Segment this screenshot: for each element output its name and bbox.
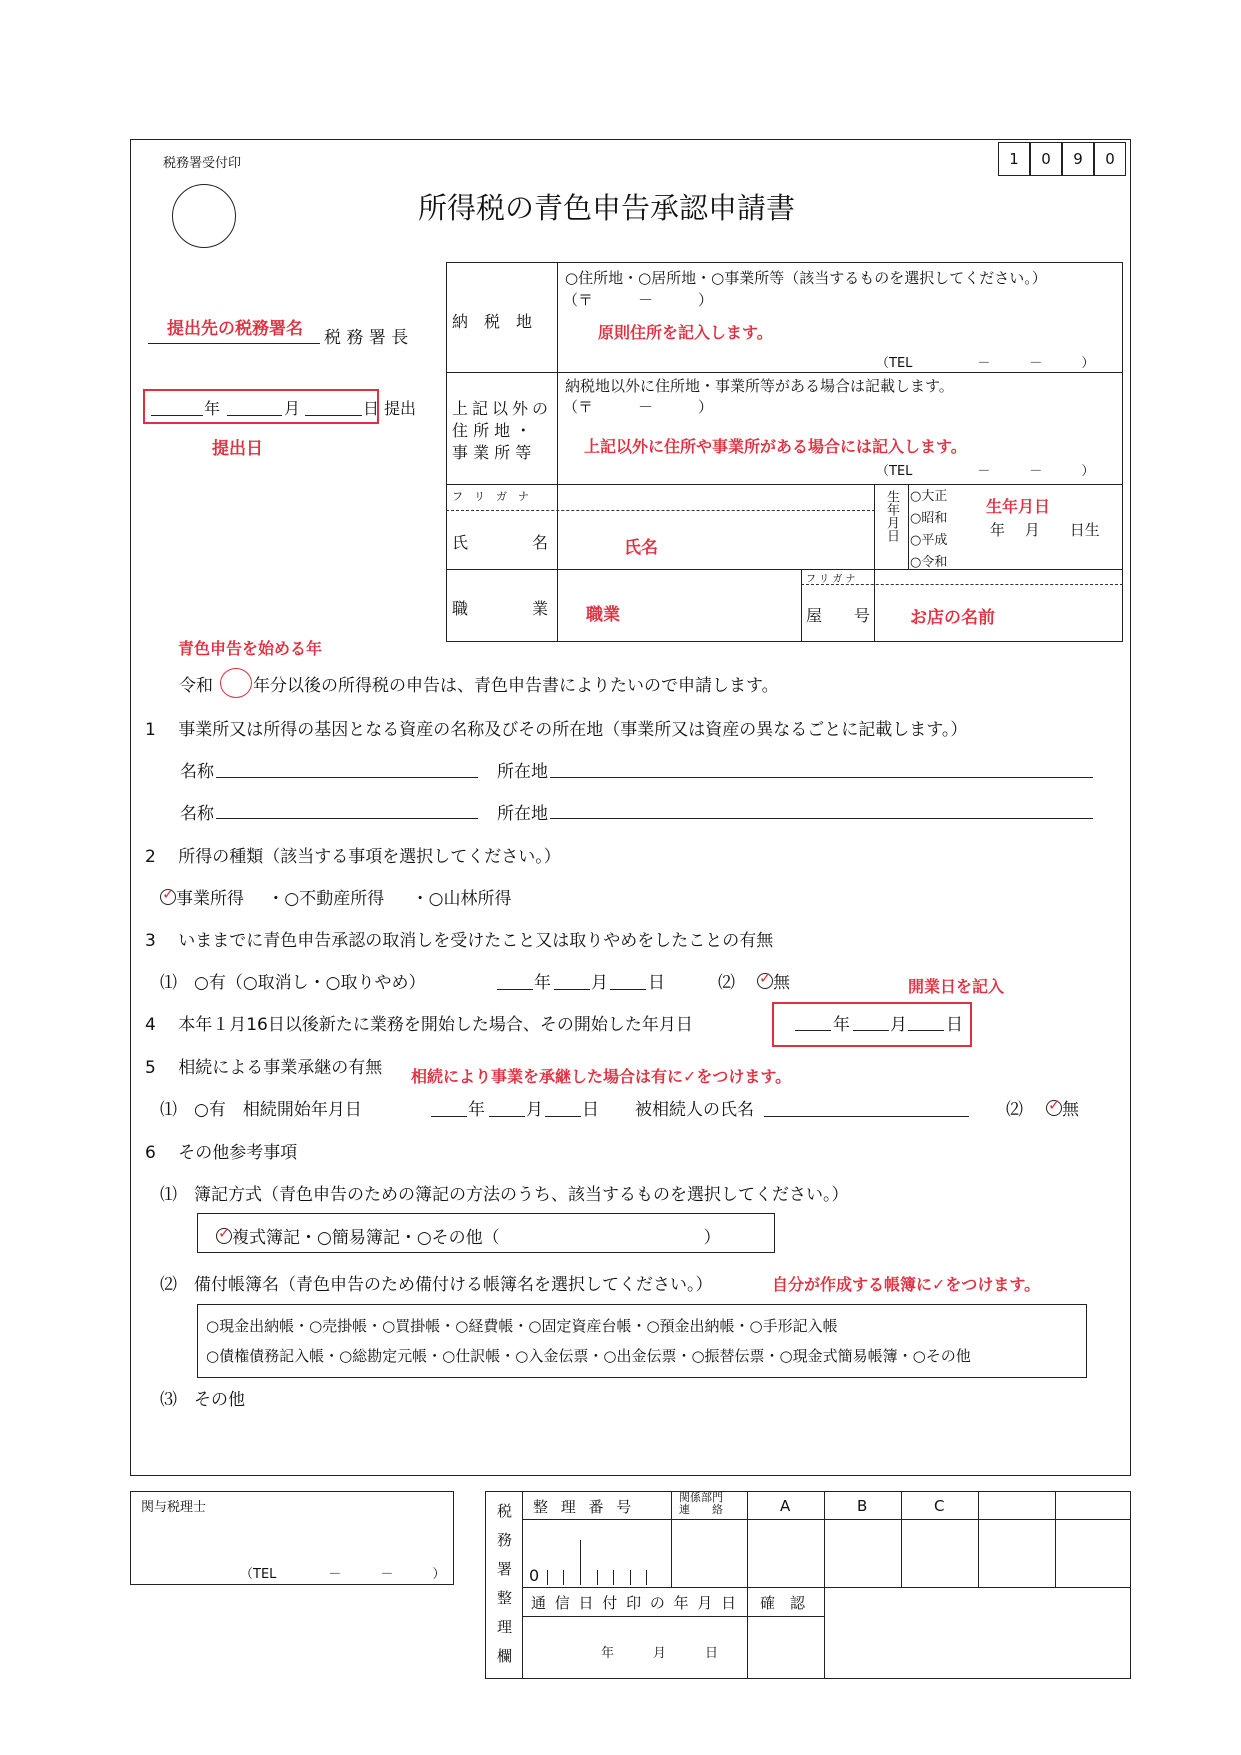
serial-tick (597, 1570, 598, 1585)
kankei-label (679, 1492, 723, 1516)
kakunin-label: 確 認 (760, 1594, 806, 1612)
section1-location-line (550, 777, 1093, 778)
office-column-label: 税務署整理欄 (495, 1503, 513, 1677)
submit-year-line (151, 415, 203, 416)
section2-options (160, 884, 512, 909)
income-type-business: 事業所得 (176, 889, 244, 909)
birth-hint: 生年月日 (986, 497, 1051, 516)
start-year-era: 令和 (179, 676, 213, 696)
section3-item2: ⑵ (718, 973, 735, 993)
row-divider (446, 484, 1123, 485)
section5-heading: 5 相続による事業承継の有無 (145, 1058, 383, 1078)
other-address-label-line: 事 業 所 等 (452, 443, 532, 462)
serial-tick (613, 1570, 614, 1585)
tax-accountant-label: 関与税理士 (141, 1500, 207, 1515)
income-type-realestate[interactable]: ・○不動産所得 (267, 889, 385, 909)
other-address-note: 納税地以外に住所地・事業所等がある場合は記載します。 (565, 377, 954, 395)
section4-year-label: 年 (833, 1015, 850, 1035)
section3-year-label: 年 (534, 973, 551, 993)
form-number-digit: 9 (1062, 142, 1094, 176)
label-column-divider (557, 262, 558, 642)
start-year-circle (220, 668, 252, 698)
submit-day-line (305, 415, 362, 416)
col-a-label: A (780, 1497, 791, 1515)
section6-sub2: ⑵ 備付帳簿名（青色申告のため備付ける帳簿名を選択してください。） (160, 1275, 713, 1295)
section5-month-label: 月 (526, 1100, 543, 1120)
row-divider (446, 372, 1123, 373)
hint-date: 提出日 (212, 439, 263, 459)
section5-item2: ⑵ (1006, 1100, 1023, 1120)
books-line2[interactable]: ○債権債務記入帳・○総勘定元帳・○仕訳帳・○入金伝票・○出金伝票・○振替伝票・○現金式簡易帳簿・○その他 (206, 1347, 971, 1365)
section1-name-line (216, 777, 478, 778)
section5-hint: 相続により事業を承継した場合は有に✓をつけます。 (411, 1067, 792, 1086)
serial-tick (563, 1570, 564, 1585)
birth-column-divider (908, 484, 909, 569)
office-table-col (824, 1587, 825, 1679)
section4-month-label: 月 (890, 1015, 907, 1035)
bookkeeping-options (216, 1223, 721, 1248)
checked-circle-icon[interactable]: ✓ (1048, 1096, 1061, 1114)
stamp-label: 税務署受付印 (163, 156, 242, 171)
section5-day-line (545, 1116, 581, 1117)
era-option: ○平成 (910, 533, 948, 548)
nozeichi-option: ○住所地・○居所地・○事業所等（該当するものを選択してください。） (565, 269, 1047, 287)
era-option: ○令和 (910, 555, 948, 570)
office-table-row (522, 1587, 1131, 1588)
furigana-label: フ リ ガ ナ (452, 490, 529, 503)
other-address-label (452, 398, 552, 464)
shop-column-divider (874, 569, 875, 642)
nozeichi-postal: （〒 － ） (563, 291, 714, 309)
name-label: 氏 名 (452, 533, 549, 552)
section1-name-label: 名称 (180, 804, 214, 824)
section2-heading: 2 所得の種類（該当する事項を選択してください。） (145, 847, 561, 867)
section5-month-line (489, 1116, 525, 1117)
section3-month-line (554, 989, 590, 990)
serial-zero: 0 (529, 1566, 540, 1585)
other-address-tel: （TEL － － ） (876, 464, 1095, 479)
shop-furigana-label: フ リ ガ ナ (806, 574, 856, 585)
office-table-col (671, 1491, 672, 1587)
office-table-row (522, 1519, 1131, 1520)
nozeichi-tel: （TEL － － ） (876, 356, 1095, 371)
birth-date: 年 月 日生 (990, 521, 1100, 539)
form-number-digit: 0 (1030, 142, 1062, 176)
submit-month-line (227, 415, 282, 416)
section1-name-line (216, 818, 478, 819)
shop-column-divider (801, 569, 802, 642)
birth-column-divider (874, 484, 875, 569)
era-option: ○大正 (910, 489, 948, 504)
form-number-digit: 0 (1094, 142, 1126, 176)
submit-day-label: 日 (363, 399, 380, 418)
section3-heading: 3 いままでに青色申告承認の取消しを受けたこと又は取りやめをしたことの有無 (145, 931, 774, 951)
bookkeeping-other-options[interactable]: ・○簡易簿記・○その他（ ） (300, 1228, 721, 1248)
office-table-col (978, 1491, 979, 1587)
office-table-col (1055, 1491, 1056, 1587)
section3-none-label: 無 (773, 973, 790, 993)
tsushin-label: 通 信 日 付 印 の 年 月 日 (531, 1594, 739, 1612)
office-suffix: 税 務 署 長 (324, 328, 409, 348)
section6-sub2-hint: 自分が作成する帳簿に✓をつけます。 (772, 1275, 1041, 1294)
income-type-forestry[interactable]: ・○山林所得 (411, 889, 512, 909)
section4-date-box (772, 1002, 972, 1047)
submit-month-label: 月 (284, 399, 301, 418)
nozeichi-hint: 原則住所を記入します。 (598, 323, 773, 342)
era-option: ○昭和 (910, 511, 948, 526)
other-address-hint: 上記以外に住所や事業所がある場合には記入します。 (584, 437, 967, 456)
other-address-postal: （〒 － ） (563, 398, 714, 416)
office-table-col (901, 1491, 902, 1587)
section4-heading: 4 本年１月16日以後新たに業務を開始した場合、その開始した年月日 (145, 1015, 693, 1035)
stamp-circle (172, 184, 236, 248)
job-label: 職 業 (452, 599, 549, 618)
section4-month-line (853, 1030, 889, 1031)
col-b-label: B (857, 1497, 868, 1515)
office-table-col (824, 1491, 825, 1587)
bookkeeping-double-entry: 複式簿記 (232, 1228, 300, 1248)
section4-day-label: 日 (946, 1015, 963, 1035)
section5-item1: ⑴ ○有 相続開始年月日 (160, 1100, 362, 1120)
section3-item1: ⑴ ○有（○取消し・○取りやめ） (160, 973, 426, 993)
section3-year-line (497, 989, 533, 990)
kankei-label-line: 連 絡 (679, 1503, 723, 1516)
section4-year-line (795, 1030, 831, 1031)
section4-hint: 開業日を記入 (908, 977, 1005, 996)
submit-date-box (143, 389, 379, 424)
section5-none-option[interactable] (1046, 1095, 1079, 1120)
birth-label: 生年月日 (884, 490, 899, 542)
serial-tick (580, 1540, 581, 1585)
kankei-label-line: 関係部門 (679, 1491, 723, 1504)
section5-none-label: 無 (1062, 1100, 1079, 1120)
tax-accountant-tel: （TEL － － ） (240, 1567, 446, 1582)
shop-hint: お店の名前 (910, 608, 995, 628)
section3-none-option[interactable] (757, 968, 790, 993)
start-year-hint: 青色申告を始める年 (178, 639, 323, 658)
serial-tick (646, 1570, 647, 1585)
hint-office: 提出先の税務署名 (167, 319, 303, 339)
job-hint: 職業 (586, 605, 620, 625)
page-title: 所得税の青色申告承認申請書 (418, 191, 796, 225)
tsushin-date: 年 月 日 (601, 1646, 719, 1661)
section1-location-line (550, 818, 1093, 819)
submit-label: 提出 (384, 399, 417, 418)
section6-sub3: ⑶ その他 (160, 1390, 245, 1410)
office-table-row (522, 1616, 824, 1617)
section5-heir-line (764, 1116, 969, 1117)
section1-location-label: 所在地 (497, 762, 548, 782)
submit-year-label: 年 (204, 399, 221, 418)
col-c-label: C (934, 1497, 945, 1515)
shop-label: 屋 号 (806, 606, 871, 625)
section4-day-line (908, 1030, 944, 1031)
section3-day-line (610, 989, 646, 990)
books-line1[interactable]: ○現金出納帳・○売掛帳・○買掛帳・○経費帳・○固定資産台帳・○預金出納帳・○手形記入帳 (206, 1317, 838, 1335)
row-divider (446, 569, 1123, 570)
seiri-bango-label: 整 理 番 号 (533, 1498, 636, 1516)
other-address-label-line: 上記以外の (452, 399, 553, 418)
section5-year-line (431, 1116, 467, 1117)
section3-month-label: 月 (591, 973, 608, 993)
section1-heading: 1 事業所又は所得の基因となる資産の名称及びその所在地（事業所又は資産の異なるごとに記載します。） (145, 720, 968, 740)
checked-circle-icon[interactable]: ✓ (162, 885, 175, 903)
serial-tick (630, 1570, 631, 1585)
section5-year-label: 年 (468, 1100, 485, 1120)
other-address-label-line: 住 所 地 ・ (452, 421, 532, 440)
nozeichi-label: 納 税 地 (452, 312, 533, 331)
checked-circle-icon[interactable]: ✓ (218, 1224, 231, 1242)
serial-tick (547, 1570, 548, 1585)
furigana-divider (446, 510, 875, 511)
section3-day-label: 日 (648, 973, 665, 993)
section1-name-label: 名称 (180, 762, 214, 782)
office-name-underline (148, 343, 320, 344)
section6-sub1: ⑴ 簿記方式（青色申告のための簿記の方法のうち、該当するものを選択してください。） (160, 1185, 849, 1205)
section5-heir-label: 被相続人の氏名 (635, 1100, 754, 1120)
checked-circle-icon[interactable]: ✓ (759, 969, 772, 987)
section6-heading: 6 その他参考事項 (145, 1143, 298, 1163)
form-number-digit: 1 (998, 142, 1030, 176)
section5-day-label: 日 (582, 1100, 599, 1120)
section1-location-label: 所在地 (497, 804, 548, 824)
start-year-text: 年分以後の所得税の申告は、青色申告書によりたいので申請します。 (253, 676, 779, 696)
name-hint: 氏名 (624, 538, 658, 558)
